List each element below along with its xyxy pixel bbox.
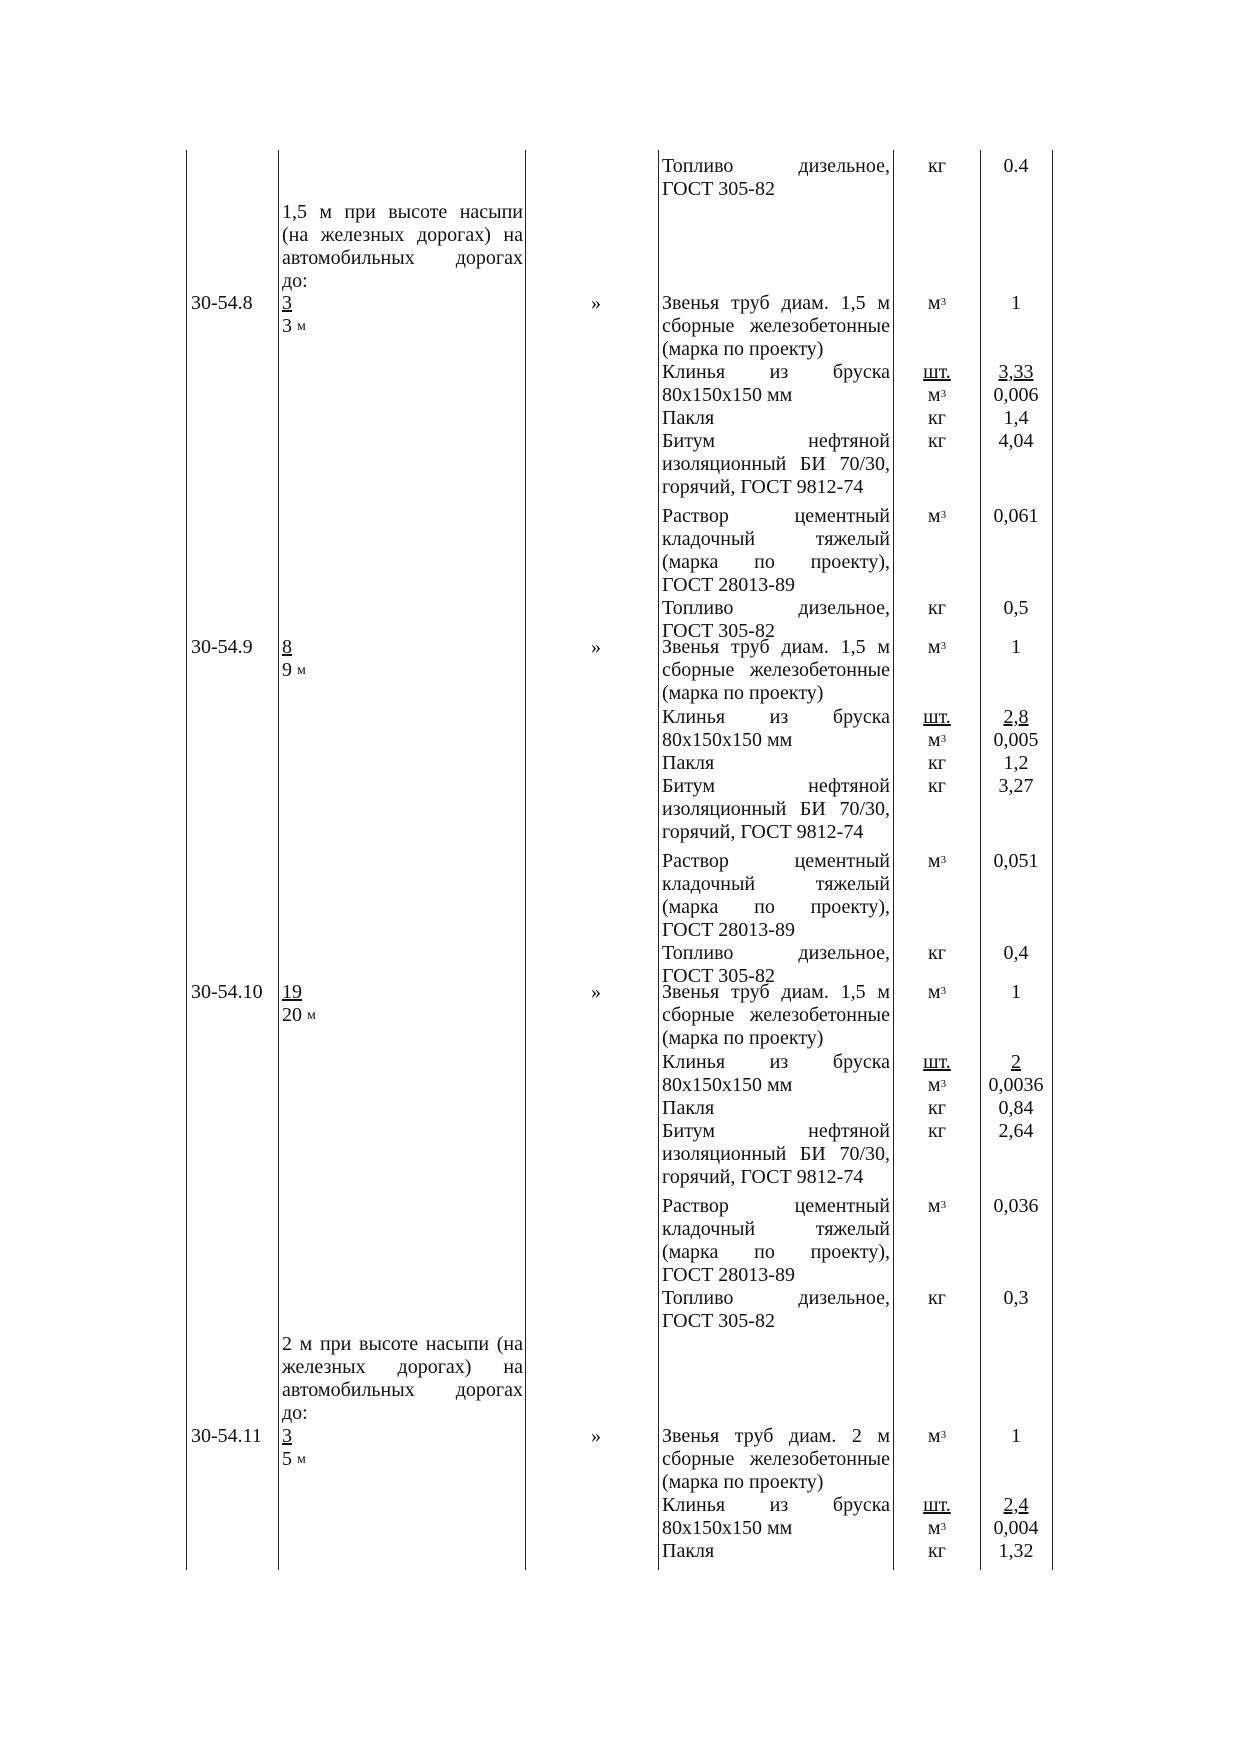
material-text: ГОСТ 305-82	[662, 965, 775, 987]
unit-cell	[897, 942, 977, 965]
material-line	[662, 384, 792, 407]
material-line	[662, 850, 890, 873]
material-text: сборные железобетонные	[662, 659, 890, 681]
unit-cell	[897, 155, 977, 178]
quantity-cell	[976, 706, 1056, 729]
quantity-cell	[976, 1287, 1056, 1310]
fraction-numerator: 3	[282, 292, 292, 314]
description-text: (на железных дорогах) на	[282, 224, 523, 246]
material-line	[662, 407, 714, 430]
material-line	[662, 1241, 890, 1264]
material-text: изоляционный БИ 70/30,	[662, 798, 890, 820]
unit-cell	[897, 292, 977, 315]
material-text: сборные железобетонные	[662, 1448, 890, 1470]
unit-superscript: 3	[940, 388, 947, 400]
row-code	[191, 292, 253, 315]
material-text: Звенья труб диам. 1,5 м	[662, 636, 890, 658]
material-text: изоляционный БИ 70/30,	[662, 1143, 890, 1165]
material-text: Раствор цементный	[662, 850, 890, 872]
material-line	[662, 528, 890, 551]
ditto-mark	[591, 636, 601, 659]
height-fraction-numerator	[282, 1425, 292, 1448]
material-line	[662, 155, 890, 178]
unit-cell-secondary	[897, 729, 977, 752]
quantity-text: 1	[1011, 981, 1021, 1003]
material-text: Топливо дизельное,	[662, 942, 890, 964]
fraction-unit: м	[297, 319, 306, 334]
quantity-cell	[976, 981, 1056, 1004]
unit-text: м	[927, 1517, 941, 1539]
material-line	[662, 1471, 823, 1494]
material-text: кладочный тяжелый	[662, 1218, 890, 1240]
material-line	[662, 775, 890, 798]
material-line	[662, 1218, 890, 1241]
column-rule-left	[186, 150, 187, 1570]
column-rule-desc	[525, 150, 526, 1570]
fraction-numerator: 3	[282, 1425, 292, 1447]
material-text: Пакля	[662, 1540, 715, 1562]
row-code	[191, 981, 263, 1004]
unit-text: м	[927, 384, 941, 406]
material-text: Звенья труб диам. 1,5 м	[662, 292, 890, 314]
material-line	[662, 1310, 775, 1333]
unit-text: кг	[928, 155, 946, 177]
material-line	[662, 706, 890, 729]
fraction-denominator: 20	[282, 1004, 302, 1026]
material-line	[662, 942, 890, 965]
quantity-text: 1,4	[1003, 407, 1029, 429]
unit-cell-secondary	[897, 1517, 977, 1540]
material-text: ГОСТ 305-82	[662, 1310, 775, 1332]
material-line	[662, 752, 714, 775]
unit-superscript: 3	[940, 1521, 947, 1533]
material-text: 80х150х150 мм	[662, 729, 793, 751]
height-fraction-denominator	[282, 1004, 316, 1027]
unit-text: кг	[928, 942, 946, 964]
unit-cell	[897, 636, 977, 659]
column-rule-material	[893, 150, 894, 1570]
quantity-cell	[976, 636, 1056, 659]
unit-text: шт.	[923, 361, 951, 383]
unit-superscript: 3	[940, 733, 947, 745]
material-text: сборные железобетонные	[662, 315, 890, 337]
unit-cell	[897, 775, 977, 798]
unit-cell	[897, 981, 977, 1004]
material-line	[662, 361, 890, 384]
row-code-text: 30-54.10	[191, 981, 263, 1003]
material-line	[662, 597, 890, 620]
quantity-text: 3,33	[998, 361, 1034, 383]
unit-superscript: 3	[940, 1078, 947, 1090]
unit-text: кг	[928, 407, 946, 429]
unit-cell	[897, 407, 977, 430]
description-line	[282, 270, 308, 293]
material-text: (марка по проекту),	[662, 1241, 890, 1263]
quantity-text: 0,061	[993, 505, 1039, 527]
quantity-cell-secondary	[976, 729, 1056, 752]
material-line	[662, 315, 890, 338]
material-text: Топливо дизельное,	[662, 155, 890, 177]
unit-text: кг	[928, 1287, 946, 1309]
fraction-unit: м	[297, 1452, 306, 1467]
unit-cell	[897, 361, 977, 384]
ditto-mark-text: »	[591, 292, 601, 314]
quantity-cell	[976, 292, 1056, 315]
material-text: Раствор цементный	[662, 1195, 890, 1217]
material-text: Раствор цементный	[662, 505, 890, 527]
unit-cell	[897, 1494, 977, 1517]
unit-cell	[897, 706, 977, 729]
fraction-numerator: 19	[282, 981, 302, 1003]
unit-cell	[897, 1120, 977, 1143]
quantity-cell	[976, 1425, 1056, 1448]
material-line	[662, 292, 890, 315]
unit-cell-secondary	[897, 1074, 977, 1097]
material-text: горячий, ГОСТ 9812-74	[662, 821, 864, 843]
description-text: 2 м при высоте насыпи (на	[282, 1333, 523, 1355]
quantity-text: 0,0036	[988, 1074, 1044, 1096]
material-line	[662, 981, 890, 1004]
description-line	[282, 201, 523, 224]
fraction-unit: м	[297, 663, 306, 678]
material-text: Битум нефтяной	[662, 775, 890, 797]
material-text: ГОСТ 305-82	[662, 178, 775, 200]
unit-text: м	[927, 1195, 941, 1217]
unit-text: м	[927, 636, 941, 658]
unit-text: м	[927, 850, 941, 872]
quantity-text: 2,64	[998, 1120, 1034, 1142]
material-text: кладочный тяжелый	[662, 528, 890, 550]
material-text: 80х150х150 мм	[662, 1074, 793, 1096]
quantity-cell	[976, 1494, 1056, 1517]
row-code	[191, 1425, 262, 1448]
material-line	[662, 574, 795, 597]
column-rule-mark	[658, 150, 659, 1570]
material-text: ГОСТ 28013-89	[662, 1264, 795, 1286]
description-text: автомобильных дорогах	[282, 247, 523, 269]
material-line	[662, 1097, 714, 1120]
height-fraction-numerator	[282, 636, 292, 659]
row-code-text: 30-54.9	[191, 636, 253, 658]
quantity-cell	[976, 775, 1056, 798]
unit-cell	[897, 850, 977, 873]
material-line	[662, 1074, 792, 1097]
unit-cell	[897, 505, 977, 528]
material-text: Топливо дизельное,	[662, 1287, 890, 1309]
material-text: ГОСТ 28013-89	[662, 919, 795, 941]
quantity-text: 0,4	[1003, 942, 1029, 964]
material-text: горячий, ГОСТ 9812-74	[662, 1166, 864, 1188]
quantity-text: 2	[1011, 1051, 1021, 1073]
quantity-cell-secondary	[976, 1074, 1056, 1097]
unit-text: шт.	[923, 1051, 951, 1073]
material-text: Битум нефтяной	[662, 1120, 890, 1142]
ditto-mark	[591, 292, 601, 315]
height-fraction-denominator	[282, 1448, 306, 1471]
quantity-text: 0,84	[998, 1097, 1034, 1119]
unit-cell	[897, 597, 977, 620]
unit-text: кг	[928, 752, 946, 774]
material-line	[662, 505, 890, 528]
material-line	[662, 896, 890, 919]
ditto-mark	[591, 1425, 601, 1448]
unit-superscript: 3	[940, 1199, 947, 1211]
ditto-mark	[591, 981, 601, 1004]
quantity-cell	[976, 1195, 1056, 1218]
unit-cell	[897, 430, 977, 453]
unit-superscript: 3	[940, 640, 947, 652]
quantity-cell	[976, 942, 1056, 965]
material-text: (марка по проекту),	[662, 896, 890, 918]
unit-cell	[897, 1051, 977, 1074]
unit-cell-secondary	[897, 384, 977, 407]
quantity-cell-secondary	[976, 384, 1056, 407]
material-line	[662, 1195, 890, 1218]
material-text: Пакля	[662, 1097, 715, 1119]
description-line	[282, 247, 523, 270]
material-line	[662, 1051, 890, 1074]
unit-text: кг	[928, 597, 946, 619]
height-fraction-numerator	[282, 292, 292, 315]
row-code-text: 30-54.11	[191, 1425, 262, 1447]
material-text: (марка по проекту)	[662, 1471, 824, 1493]
unit-text: кг	[928, 1120, 946, 1142]
unit-text: кг	[928, 430, 946, 452]
material-text: ГОСТ 28013-89	[662, 574, 795, 596]
material-line	[662, 798, 890, 821]
quantity-cell-secondary	[976, 1517, 1056, 1540]
fraction-unit: м	[307, 1008, 316, 1023]
material-line	[662, 453, 890, 476]
material-text: Топливо дизельное,	[662, 597, 890, 619]
material-text: сборные железобетонные	[662, 1004, 890, 1026]
material-text: Звенья труб диам. 1,5 м	[662, 981, 890, 1003]
material-line	[662, 1517, 792, 1540]
material-line	[662, 821, 863, 844]
quantity-cell	[976, 1051, 1056, 1074]
material-line	[662, 1540, 714, 1563]
unit-text: шт.	[923, 1494, 951, 1516]
material-text: 80х150х150 мм	[662, 384, 793, 406]
material-line	[662, 659, 890, 682]
ditto-mark-text: »	[591, 636, 601, 658]
unit-cell	[897, 1425, 977, 1448]
material-line	[662, 1448, 890, 1471]
unit-text: кг	[928, 1540, 946, 1562]
material-text: горячий, ГОСТ 9812-74	[662, 476, 864, 498]
material-line	[662, 1027, 823, 1050]
material-line	[662, 551, 890, 574]
quantity-cell	[976, 361, 1056, 384]
fraction-denominator: 5	[282, 1448, 292, 1470]
material-line	[662, 636, 890, 659]
description-text: до:	[282, 1402, 308, 1424]
height-fraction-denominator	[282, 659, 306, 682]
ditto-mark-text: »	[591, 1425, 601, 1447]
material-text: 80х150х150 мм	[662, 1517, 793, 1539]
material-line	[662, 1494, 890, 1517]
quantity-text: 0,051	[993, 850, 1039, 872]
unit-cell	[897, 1097, 977, 1120]
material-text: (марка по проекту),	[662, 551, 890, 573]
material-line	[662, 338, 823, 361]
material-line	[662, 682, 823, 705]
description-line	[282, 224, 523, 247]
quantity-text: 4,04	[998, 430, 1034, 452]
quantity-cell	[976, 505, 1056, 528]
unit-superscript: 3	[940, 509, 947, 521]
quantity-text: 3,27	[998, 775, 1034, 797]
row-code	[191, 636, 253, 659]
quantity-cell	[976, 1120, 1056, 1143]
quantity-text: 0,036	[993, 1195, 1039, 1217]
material-text: Звенья труб диам. 2 м	[662, 1425, 890, 1447]
material-line	[662, 729, 792, 752]
quantity-text: 2,4	[1003, 1494, 1029, 1516]
material-line	[662, 178, 775, 201]
material-text: Клинья из бруска	[662, 1051, 890, 1073]
description-text: до:	[282, 270, 308, 292]
material-text: Пакля	[662, 752, 715, 774]
description-line	[282, 1333, 523, 1356]
material-line	[662, 919, 795, 942]
description-text: железных дорогах) на	[282, 1356, 523, 1378]
unit-text: кг	[928, 1097, 946, 1119]
material-text: (марка по проекту)	[662, 338, 824, 360]
row-code-text: 30-54.8	[191, 292, 253, 314]
unit-superscript: 3	[940, 854, 947, 866]
quantity-text: 0,5	[1003, 597, 1029, 619]
quantity-text: 1	[1011, 1425, 1021, 1447]
quantity-text: 1,2	[1003, 752, 1029, 774]
unit-text: м	[927, 505, 941, 527]
fraction-numerator: 8	[282, 636, 292, 658]
description-line	[282, 1402, 308, 1425]
unit-text: шт.	[923, 706, 951, 728]
material-line	[662, 476, 863, 499]
material-text: Пакля	[662, 407, 715, 429]
material-text: изоляционный БИ 70/30,	[662, 453, 890, 475]
quantity-cell	[976, 155, 1056, 178]
material-text: (марка по проекту)	[662, 682, 824, 704]
quantity-text: 0,005	[993, 729, 1039, 751]
unit-cell	[897, 752, 977, 775]
material-text: ГОСТ 305-82	[662, 620, 775, 642]
unit-text: м	[927, 1425, 941, 1447]
unit-cell	[897, 1287, 977, 1310]
quantity-text: 0,004	[993, 1517, 1039, 1539]
material-text: кладочный тяжелый	[662, 873, 890, 895]
quantity-text: 1	[1011, 636, 1021, 658]
description-text: автомобильных дорогах	[282, 1379, 523, 1401]
quantity-cell	[976, 850, 1056, 873]
unit-text: м	[927, 1074, 941, 1096]
unit-cell	[897, 1195, 977, 1218]
quantity-text: 0,3	[1003, 1287, 1029, 1309]
material-text: Клинья из бруска	[662, 1494, 890, 1516]
unit-superscript: 3	[940, 985, 947, 997]
quantity-text: 1	[1011, 292, 1021, 314]
material-text: (марка по проекту)	[662, 1027, 824, 1049]
quantity-cell	[976, 1097, 1056, 1120]
unit-superscript: 3	[940, 296, 947, 308]
material-line	[662, 1120, 890, 1143]
height-fraction-numerator	[282, 981, 302, 1004]
unit-text: м	[927, 292, 941, 314]
unit-cell	[897, 1540, 977, 1563]
material-line	[662, 430, 890, 453]
quantity-cell	[976, 752, 1056, 775]
column-rule-code	[278, 150, 279, 1570]
quantity-text: 0,006	[993, 384, 1039, 406]
quantity-cell	[976, 430, 1056, 453]
quantity-cell	[976, 1540, 1056, 1563]
unit-text: м	[927, 729, 941, 751]
quantity-cell	[976, 407, 1056, 430]
fraction-denominator: 3	[282, 315, 292, 337]
material-line	[662, 1425, 890, 1448]
material-text: Битум нефтяной	[662, 430, 890, 452]
quantity-cell	[976, 597, 1056, 620]
ditto-mark-text: »	[591, 981, 601, 1003]
material-line	[662, 1143, 890, 1166]
material-text: Клинья из бруска	[662, 361, 890, 383]
description-text: 1,5 м при высоте насыпи	[282, 201, 523, 223]
unit-superscript: 3	[940, 1429, 947, 1441]
quantity-text: 1,32	[998, 1540, 1034, 1562]
material-line	[662, 873, 890, 896]
material-line	[662, 1287, 890, 1310]
material-line	[662, 1264, 795, 1287]
material-text: Клинья из бруска	[662, 706, 890, 728]
quantity-text: 2,8	[1003, 706, 1029, 728]
unit-text: м	[927, 981, 941, 1003]
height-fraction-denominator	[282, 315, 306, 338]
material-line	[662, 1004, 890, 1027]
description-line	[282, 1356, 523, 1379]
fraction-denominator: 9	[282, 659, 292, 681]
unit-text: кг	[928, 775, 946, 797]
quantity-text: 0.4	[1003, 155, 1029, 177]
description-line	[282, 1379, 523, 1402]
material-line	[662, 1166, 863, 1189]
